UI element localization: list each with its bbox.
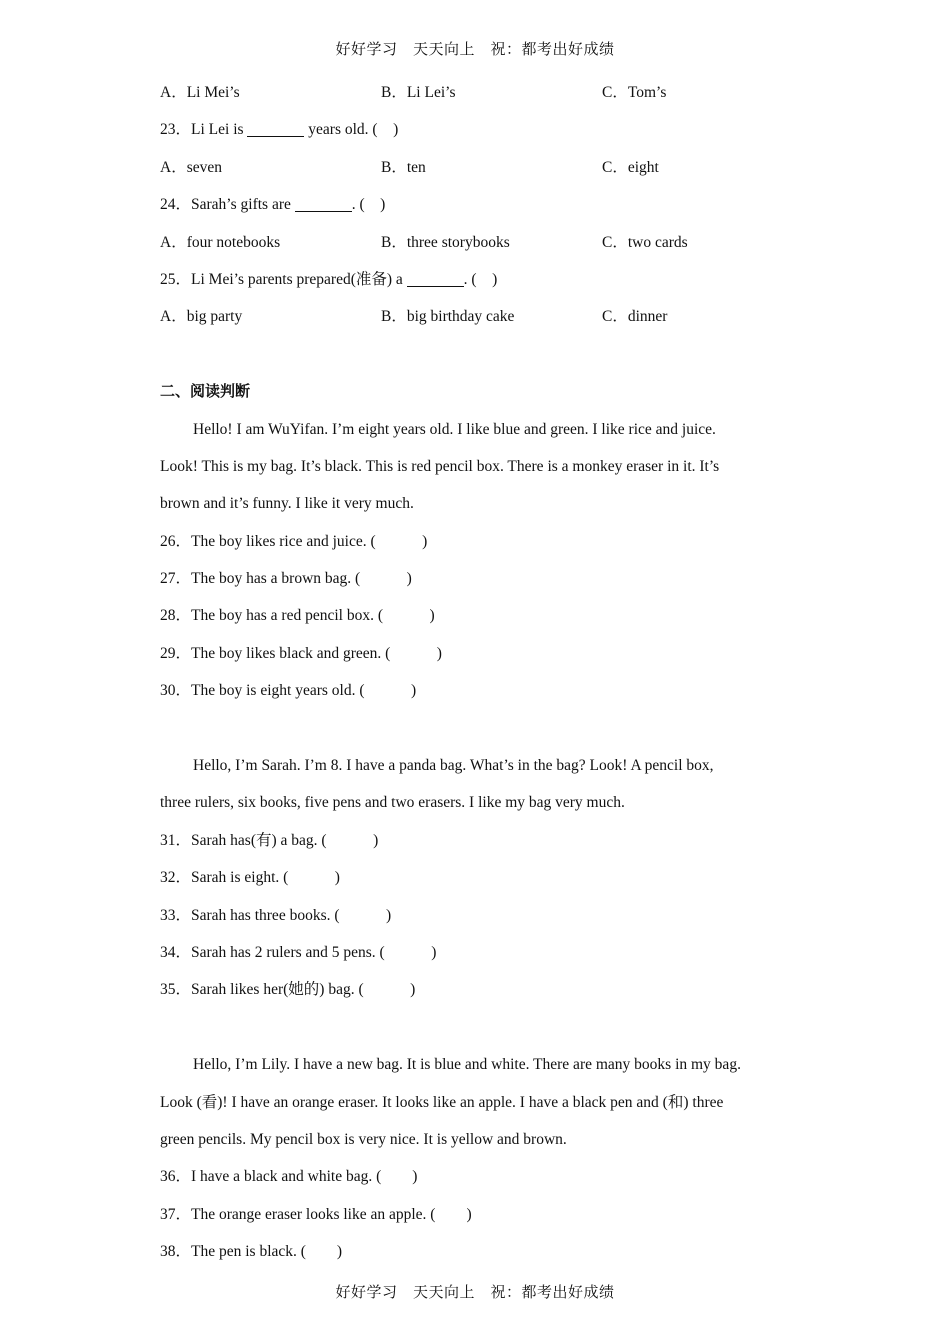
q37-text: The orange eraser looks like an apple. ( ) [191, 1205, 472, 1223]
q32-number: 32． [160, 869, 192, 887]
spacer [160, 1009, 800, 1046]
q26 [160, 523, 800, 560]
q25-blank [407, 270, 464, 287]
q27 [160, 560, 800, 597]
q24-text-after: . ( ) [351, 196, 386, 214]
q29 [160, 635, 800, 672]
passage3-line-1: Hello, I’m Lily. I have a new bag. It is blue and white. There are many books in my bag. [193, 1056, 741, 1074]
q37-number: 37． [160, 1205, 192, 1223]
q24-option-b: B．three storybooks [381, 233, 510, 251]
q25-option-a: A．big party [160, 308, 243, 326]
passage1-line-1: Hello! I am WuYifan. I’m eight years old. I like blue and green. I like rice and juice. [193, 420, 716, 438]
page-footer: 好好学习 天天向上 祝：都考出好成绩 [335, 1283, 615, 1301]
passage2-line-1: Hello, I’m Sarah. I’m 8. I have a panda bag. What’s in the bag? Look! A pencil box, [193, 757, 714, 775]
q32 [160, 859, 800, 896]
exam-content [160, 74, 800, 1271]
q23-text-after: years old. ( ) [304, 121, 399, 139]
q23-text-before: Li Lei is [191, 121, 248, 139]
q28 [160, 597, 800, 634]
q23-number: 23． [160, 121, 192, 139]
q30 [160, 672, 800, 709]
q23-blank [247, 121, 304, 138]
page-header: 好好学习 天天向上 祝：都考出好成绩 [335, 40, 615, 58]
q38-number: 38． [160, 1243, 192, 1261]
q27-number: 27． [160, 570, 192, 588]
q36-text: I have a black and white bag. ( ) [191, 1168, 418, 1186]
q25-text-before: Li Mei’s parents prepared(准备) a [191, 270, 407, 288]
q31-text: Sarah has(有) a bag. ( ) [191, 831, 379, 849]
q25-text-after: . ( ) [463, 270, 498, 288]
q35-text: Sarah likes her(她的) bag. ( ) [191, 981, 416, 999]
q24-blank [295, 196, 352, 213]
q29-text: The boy likes black and green. ( ) [191, 644, 442, 662]
q23-option-c: C．eight [602, 158, 659, 176]
q24-stem [160, 186, 800, 223]
q34 [160, 934, 800, 971]
q24-options [160, 224, 800, 261]
q25-option-c: C．dinner [602, 308, 668, 326]
q25-number: 25． [160, 270, 192, 288]
q35 [160, 971, 800, 1008]
q22-option-a: A．Li Mei’s [160, 84, 240, 101]
passage3-line-2: Look (看)! I have an orange eraser. It looks like an apple. I have a black pen and (和) three [160, 1093, 724, 1111]
q28-text: The boy has a red pencil box. ( ) [191, 607, 435, 625]
q33 [160, 897, 800, 934]
q24-option-c: C．two cards [602, 233, 688, 251]
q34-text: Sarah has 2 rulers and 5 pens. ( ) [191, 943, 437, 961]
q38 [160, 1233, 800, 1270]
q23-option-a: A．seven [160, 158, 222, 176]
q24-text-before: Sarah’s gifts are [191, 196, 295, 214]
q22-option-b: B．Li Lei’s [381, 84, 456, 101]
q32-text: Sarah is eight. ( ) [191, 869, 340, 887]
q22-option-c: C．Tom’s [602, 84, 667, 101]
passage3-line-3: green pencils. My pencil box is very nice. It is yellow and brown. [160, 1130, 567, 1148]
q22-options [160, 74, 800, 111]
q23-stem [160, 111, 800, 148]
q30-number: 30． [160, 682, 192, 700]
q26-number: 26． [160, 532, 192, 550]
q25-stem [160, 261, 800, 298]
spacer [160, 710, 800, 747]
section-title: 二、阅读判断 [160, 382, 251, 401]
q27-text: The boy has a brown bag. ( ) [191, 570, 412, 588]
passage2-line-2: three rulers, six books, five pens and two erasers. I like my bag very much. [160, 794, 625, 812]
spacer [160, 336, 800, 373]
q34-number: 34． [160, 943, 192, 961]
q28-number: 28． [160, 607, 192, 625]
passage1-line-2: Look! This is my bag. It’s black. This is red pencil box. There is a monkey eraser in it. It’s [160, 457, 720, 475]
q35-number: 35． [160, 981, 192, 999]
q33-text: Sarah has three books. ( ) [191, 906, 392, 924]
q36 [160, 1158, 800, 1195]
q23-option-b: B．ten [381, 158, 426, 176]
q31 [160, 822, 800, 859]
passage1-line-3: brown and it’s funny. I like it very much. [160, 495, 414, 513]
q24-option-a: A．four notebooks [160, 233, 281, 251]
q24-number: 24． [160, 196, 192, 214]
q31-number: 31． [160, 831, 192, 849]
q38-text: The pen is black. ( ) [191, 1243, 343, 1261]
q23-options [160, 149, 800, 186]
q30-text: The boy is eight years old. ( ) [191, 682, 417, 700]
q29-number: 29． [160, 644, 192, 662]
q25-options [160, 298, 800, 335]
q33-number: 33． [160, 906, 192, 924]
q26-text: The boy likes rice and juice. ( ) [191, 532, 428, 550]
q37 [160, 1196, 800, 1233]
q25-option-b: B．big birthday cake [381, 308, 515, 326]
q36-number: 36． [160, 1168, 192, 1186]
